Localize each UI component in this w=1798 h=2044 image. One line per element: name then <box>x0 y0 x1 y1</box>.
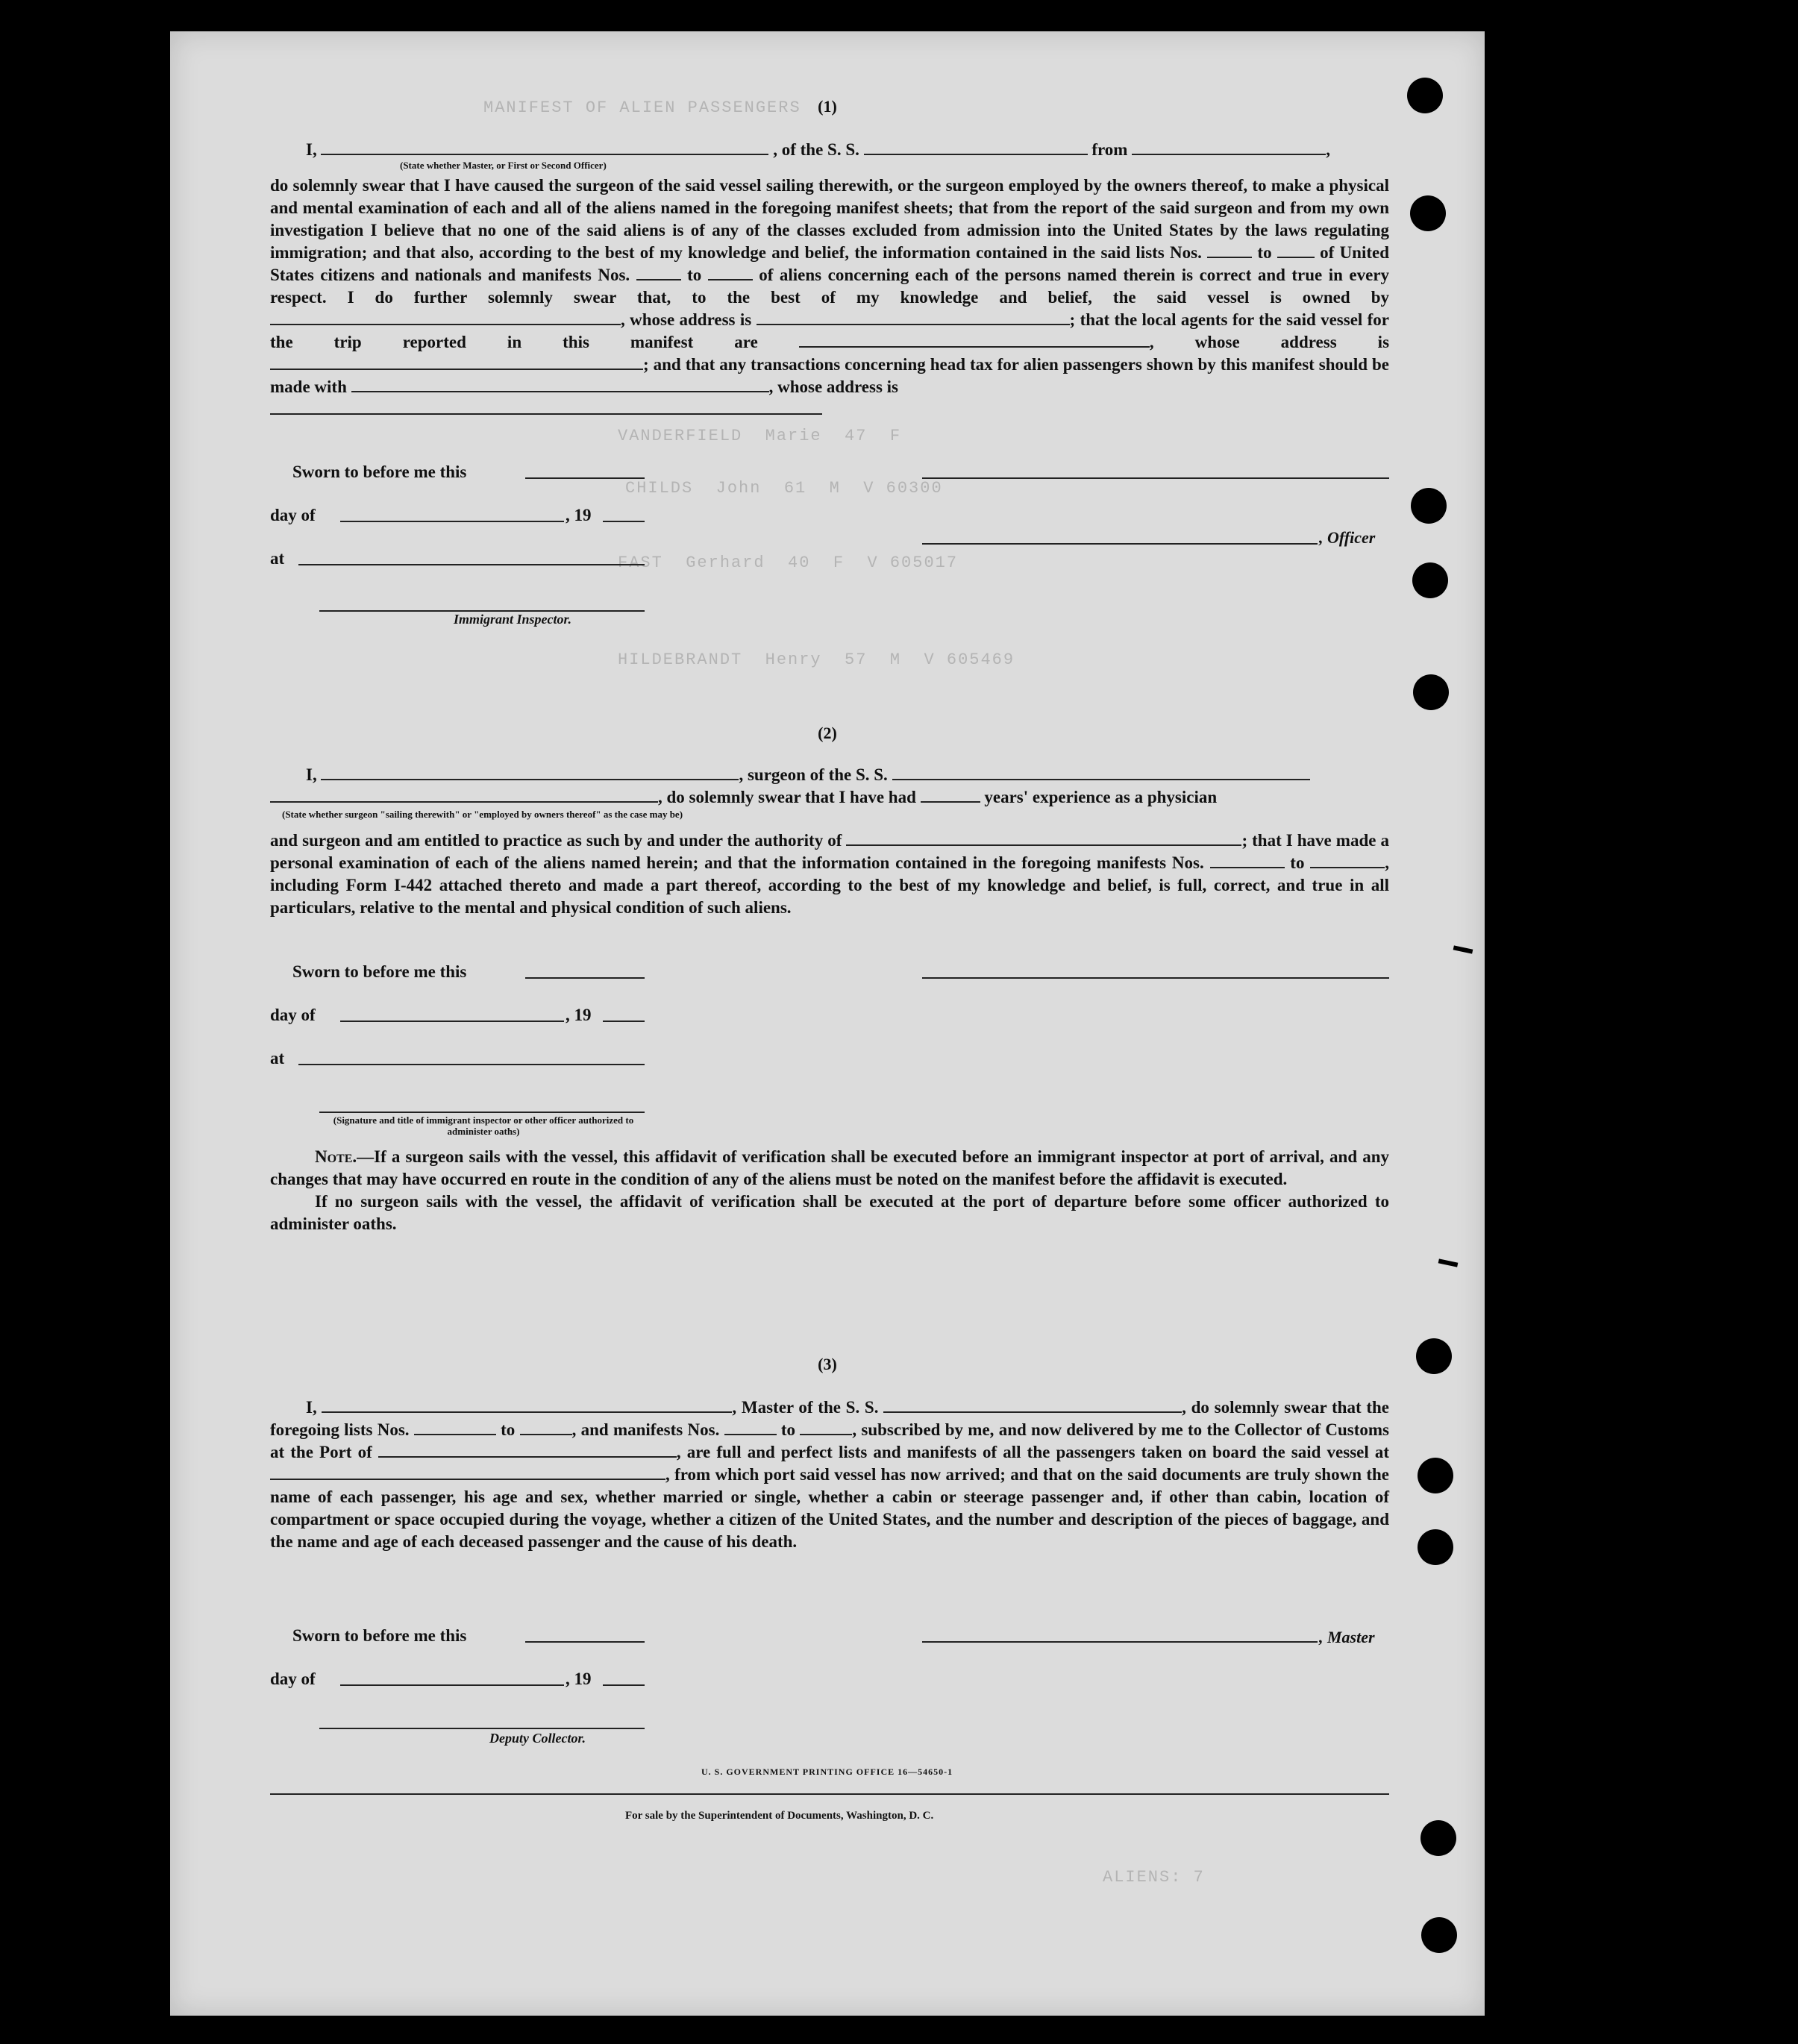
manifest-to-field[interactable] <box>708 266 753 280</box>
head-tax-contact-field[interactable] <box>351 377 769 392</box>
bleed-through-text: ALIENS: 7 <box>1103 1868 1205 1887</box>
section2-first-line <box>270 764 1389 786</box>
note-text-2: If no surgeon sails with the vessel, the affidavit of verification shall be executed at the port of departure before some officer authorized to administer oaths. <box>270 1192 1389 1233</box>
bleed-through-text: MANIFEST OF ALIEN PASSENGERS <box>483 98 801 117</box>
bleed-through-text: CHILDS John 61 M V 60300 <box>625 479 943 498</box>
manifest-to-field[interactable] <box>800 1420 852 1435</box>
year-label: , 19 <box>566 1006 592 1024</box>
sworn-label: Sworn to before me this <box>292 463 467 481</box>
inspector-signature-line[interactable] <box>319 1112 645 1113</box>
place-field[interactable] <box>298 564 645 565</box>
list-to-field[interactable] <box>1277 243 1315 258</box>
edge-mark <box>1438 1258 1459 1267</box>
section-number: (3) <box>818 1355 837 1373</box>
gpo-imprint: U. S. GOVERNMENT PRINTING OFFICE 16—54650-1 <box>701 1766 953 1777</box>
day-of-label: day of <box>270 506 316 524</box>
officer-signature-line-1[interactable] <box>922 477 1389 479</box>
label-i: I, <box>306 765 317 784</box>
punch-hole <box>1418 1529 1453 1565</box>
at-label: at <box>270 1049 285 1068</box>
oath-text: of aliens concerning each of the persons named therein is correct and true in every respect. I do further solemnly swear that, to the best of my knowledge and belief, <box>270 266 1390 307</box>
label-to: to <box>501 1420 516 1439</box>
label-i: I, <box>306 1398 317 1417</box>
note-paragraph <box>270 1146 1389 1235</box>
sworn-label: Sworn to before me this <box>292 962 467 981</box>
section2-oath-paragraph: and surgeon and am entitled to practice as such by and under the authority of ; that I have made a personal examination of each of the aliens named herein; and that the information contained in the foregoing manifests Nos. to , including Form I-442 attached thereto and made a part thereof, according to the best of my knowledge and belief, is full, correct, and true in all particulars, relative to the mental and physical condition of such aliens. <box>270 831 1390 917</box>
sworn-date-field[interactable] <box>525 977 645 979</box>
immigrant-inspector-caption: Immigrant Inspector. <box>454 612 572 627</box>
master-name-field[interactable] <box>322 1398 732 1413</box>
label-to: to <box>780 1420 796 1439</box>
manifest-from-field[interactable] <box>724 1420 777 1435</box>
label-i: I, <box>306 140 317 159</box>
film-artifact <box>1707 1499 1711 1522</box>
label-whose-address: whose address is <box>1194 333 1390 351</box>
label-owned-by: the said vessel is owned by <box>1112 288 1389 307</box>
manifest-from-field[interactable] <box>636 266 681 280</box>
local-agents-field[interactable] <box>799 333 1150 348</box>
list-to-field[interactable] <box>520 1420 572 1435</box>
punch-hole <box>1411 488 1447 524</box>
sworn-date-field[interactable] <box>525 1641 645 1643</box>
sworn-date-field[interactable] <box>525 477 645 479</box>
punch-hole <box>1413 674 1449 710</box>
footer-divider <box>270 1793 1389 1795</box>
swear-lists-text: swear that the foregoing lists Nos. <box>270 1398 1390 1439</box>
manifests-all-text: manifests of all the passengers taken on board the said vessel at <box>906 1443 1390 1461</box>
surgeon-type-field[interactable] <box>270 788 658 803</box>
caption-master: (State whether Master, or First or Second Officer) <box>400 160 607 171</box>
vessel-name-field[interactable] <box>864 140 1088 155</box>
punch-hole <box>1420 1820 1456 1856</box>
note-body: —If a surgeon sails with the vessel, this affidavit of verification shall be executed before an immigrant inspector at port of arrival, and any changes that may have occurred en route in the condition of any of the aliens must be noted on the manifest before the affidavit is executed. <box>270 1147 1389 1188</box>
bleed-through-text: FAST Gerhard 40 F V 605017 <box>618 554 959 572</box>
agents-address-field[interactable] <box>270 355 643 370</box>
surgeon-name-field[interactable] <box>321 765 739 780</box>
oath-text: , including Form I-442 attached thereto and made a part thereof, according to the best of my knowledge and belief, is full, correct, and true in all particulars, relative to the mental and physical condition of such aliens. <box>270 853 1390 917</box>
manifest-from-field[interactable] <box>1210 853 1285 868</box>
oath-text: that I have made a personal examination of each of the aliens named herein; and that the information contained in the foregoing manifests Nos. <box>270 831 1389 872</box>
from-port-field[interactable] <box>1132 140 1326 155</box>
section1-first-line: I, , of the S. S. from , <box>306 140 1330 159</box>
section-number: (2) <box>818 724 837 742</box>
label-from: from <box>1091 140 1128 159</box>
form-page <box>170 31 1485 2016</box>
head-tax-text: ; and that any transactions concerning head tax for alien passengers shown by this manifest should be made with <box>270 355 1389 396</box>
note-label: Note. <box>315 1147 357 1166</box>
port-field[interactable] <box>378 1443 677 1458</box>
bleed-through-text: HILDEBRANDT Henry 57 M V 605469 <box>618 650 1015 669</box>
master-signature-line[interactable] <box>922 1641 1318 1643</box>
years-experience-text: years' experience as a physician <box>984 788 1218 806</box>
officer-name-field[interactable] <box>321 140 768 155</box>
oath-text: do solemnly swear that I have caused the surgeon of the said vessel sailing therewith, or the surgeon employed by the owners thereof, to make a physical and mental examination of each and all of the aliens named in the foregoing manifest sheets; that from the report of the said surgeon and from my own investigation I believe that no one of the said aliens is of any of the classes excluded from admission into the United States by the laws regulating immigration; and that also, according to the best of my knowledge and belief, the information contained in the said lists Nos. <box>270 176 1389 262</box>
deputy-collector-caption: Deputy Collector. <box>489 1731 586 1746</box>
label-local-agents: that the local agents for the said vessel for the trip reported in this manifest are <box>270 310 1390 351</box>
from-which-text: , from which <box>665 1465 759 1484</box>
oath-text: and surgeon and am entitled to practice as such by and under the authority of <box>270 831 842 850</box>
label-master-of-ss: , Master of the S. S. <box>732 1398 879 1417</box>
label-of-ss: , of the S. S. <box>773 140 859 159</box>
label-whose-address: , whose address is <box>768 377 899 396</box>
edge-mark <box>1453 945 1473 953</box>
officer-signature-line-2[interactable] <box>922 543 1318 545</box>
years-field[interactable] <box>921 788 980 803</box>
day-of-label: day of <box>270 1670 316 1688</box>
year-label: , 19 <box>566 1670 592 1688</box>
and-manifests-text: , and manifests Nos. <box>571 1420 720 1439</box>
caption-surgeon: (State whether surgeon "sailing therewith" or "employed by owners thereof" as the case may be) <box>282 809 683 820</box>
departure-port-field[interactable] <box>270 1465 665 1480</box>
year-field[interactable] <box>603 1021 645 1022</box>
month-field[interactable] <box>340 1021 564 1022</box>
list-from-field[interactable] <box>1207 243 1252 258</box>
year-label: , 19 <box>566 506 592 524</box>
head-tax-address-field[interactable] <box>270 400 822 415</box>
section1-oath-paragraph: do solemnly swear that I have caused the surgeon of the said vessel sailing therewith, or the surgeon employed by the owners thereof, to make a physical and mental examination of each and all of the aliens named in the foregoing manifest sheets; that from the report of the said surgeon and from my own investigation I believe that no one of the said aliens is of any of the classes excluded from admission into the United States by the laws regulating immigration; and that also, according to the best of my knowledge and belief, the information contained in the said lists Nos. to of United States citizens and nationals and manifests Nos. to of aliens concerning each of the persons named therein is correct and true in every respect. I do further solemnly swear that, to the best of my knowledge and belief, the said vessel is owned by , whose address is ; that the local agents for the said vessel for the trip reported in this manifest are , whose address is ; and that any transactions concerning head tax for alien passengers shown by this manifest should be made with , whose address is <box>270 175 1389 421</box>
subscribed-text: , subscribed by me, and now <box>852 1420 1062 1439</box>
for-sale-notice: For sale by the Superintendent of Documents, Washington, D. C. <box>625 1810 934 1822</box>
label-surgeon-of-ss: , surgeon of the S. S. <box>739 765 888 784</box>
oath-text: of United States citizens and nationals and manifests Nos. <box>270 243 1390 284</box>
label-to: to <box>1290 853 1305 872</box>
bleed-through-text: VANDERFIELD Marie 47 F <box>618 427 902 445</box>
punch-hole <box>1412 562 1448 598</box>
surgeon-signature-line[interactable] <box>922 977 1389 979</box>
manifest-to-field[interactable] <box>1310 853 1385 868</box>
month-field[interactable] <box>340 521 564 522</box>
delivered-text: delivered by me to the Collector of Customs at the Port of <box>270 1420 1389 1461</box>
signature-caption: (Signature and title of immigrant inspector or other officer authorized to administer oaths) <box>333 1115 634 1137</box>
section2-second-line <box>270 786 1389 809</box>
year-field[interactable] <box>603 1684 645 1686</box>
at-label: at <box>270 549 285 568</box>
sworn-label: Sworn to before me this <box>292 1626 467 1645</box>
do-solemnly-text: , do solemnly <box>1182 1398 1279 1417</box>
month-field[interactable] <box>340 1684 564 1686</box>
section3-oath-paragraph <box>270 1396 1389 1553</box>
vessel-name-field[interactable] <box>892 765 1310 780</box>
owner-field[interactable] <box>270 310 621 325</box>
note-text-1 <box>270 1146 1389 1191</box>
punch-hole <box>1421 1917 1457 1953</box>
full-perfect-text: , are full and perfect lists and <box>676 1443 901 1461</box>
vessel-name-field[interactable] <box>883 1398 1182 1413</box>
label-to: to <box>1257 243 1272 262</box>
label-whose-address: , whose address is <box>621 310 752 329</box>
officer-caption: , Officer <box>1319 528 1376 547</box>
authority-field[interactable] <box>846 831 1241 846</box>
film-artifact <box>1738 1738 1743 1768</box>
day-of-label: day of <box>270 1006 316 1024</box>
do-solemnly-text: , do solemnly swear that I have had <box>658 788 916 806</box>
place-field[interactable] <box>298 1064 645 1065</box>
oath-text: port said vessel has now arrived; and that on the said documents are truly shown the name of each passenger, his age and sex, whether married or single, whether a cabin or steerage passenger and, if other than cabin, location of compartment or space occupied during the voyage, whether a citizen of the United States, and the number and description of the pieces of baggage, and the name and age of each deceased passenger and the cause of his death. <box>270 1465 1389 1551</box>
label-to: to <box>687 266 702 284</box>
owner-address-field[interactable] <box>757 310 1070 325</box>
collector-signature-line[interactable] <box>319 1728 645 1729</box>
section-number: (1) <box>818 97 837 116</box>
punch-hole <box>1410 195 1446 231</box>
year-field[interactable] <box>603 521 645 522</box>
master-caption: , Master <box>1319 1628 1375 1646</box>
punch-hole <box>1418 1458 1453 1493</box>
list-from-field[interactable] <box>414 1420 496 1435</box>
